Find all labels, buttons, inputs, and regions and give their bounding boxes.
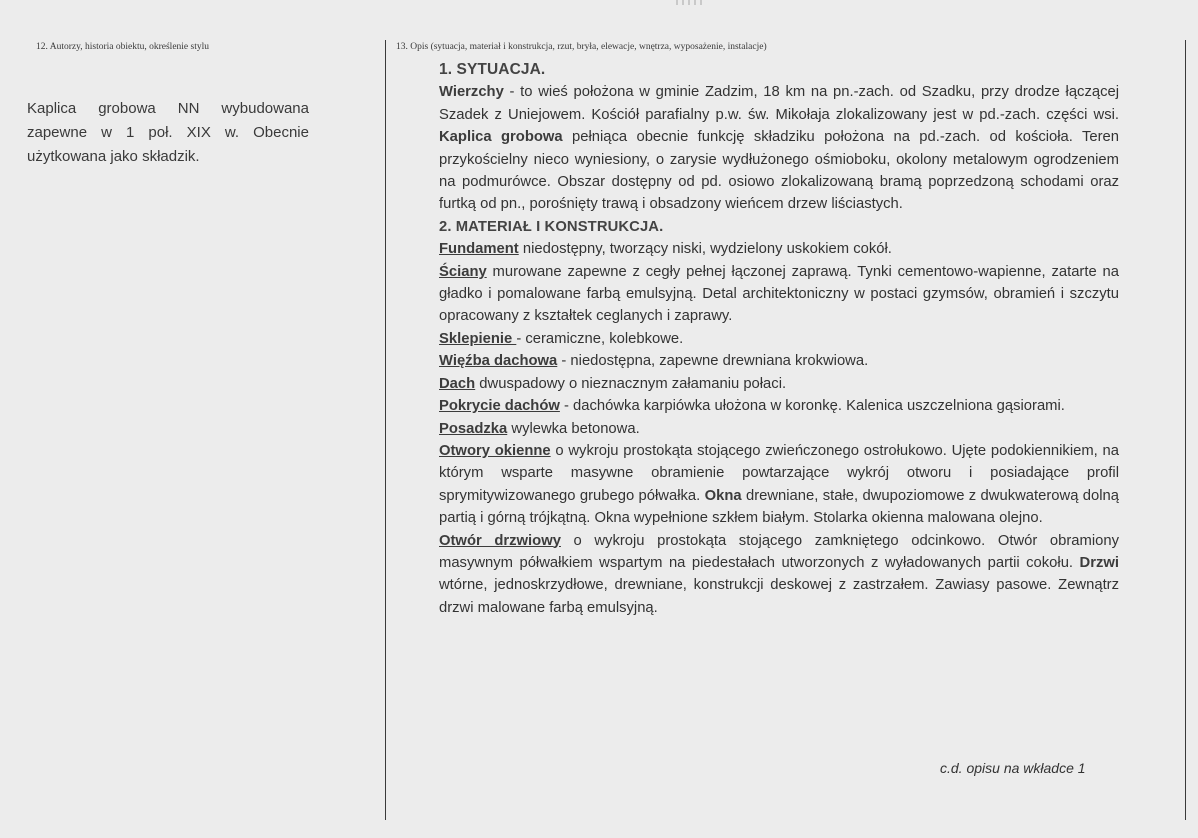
place-name: Wierzchy [439, 84, 504, 101]
item-wiezba: Więźba dachowa - niedostępna, zapewne drewniana krokwiowa. [439, 353, 869, 370]
authors-history-text: Kaplica grobowa NN wybudowana zapewne w 1 poł. XIX w. Obecnie użytkowana jako składzik. [27, 100, 309, 165]
continuation-note: c.d. opisu na wkładce 1 [940, 760, 1086, 776]
item-sklepienie: Sklepienie - ceramiczne, kolebkowe. [439, 330, 684, 347]
item-fundament: Fundament niedostępny, tworzący niski, wydzielony uskokiem cokół. [439, 241, 892, 258]
item-otwor-drzwiowy: Otwór drzwiowy o wykroju prostokąta stojącego zamkniętego odcinkowo. Otwór obramiony masywnym półwałkiem wspartym na piedestałach utworzonych z wyładowanych partii cokołu. Drzwi wtórne, jednoskrzydłowe, drewniane, konstrukcji deskowej z zastrzałem. Zawiasy pasowe. Zewnątrz drzwi malowane farbą emulsyjną. [439, 532, 1119, 616]
heading-sytuacja: 1. SYTUACJA. [439, 61, 546, 78]
item-dach: Dach dwuspadowy o nieznacznym załamaniu połaci. [439, 375, 787, 392]
section-13-header: 13. Opis (sytuacja, materiał i konstrukcja, rzut, bryła, elewacje, wnętrza, wyposażenie, instalacje) [396, 42, 767, 52]
column-divider [385, 40, 386, 820]
item-pokrycie: Pokrycie dachów - dachówka karpiówka ułożona w koronkę. Kalenica uszczelniona gąsiorami. [439, 398, 1065, 415]
item-sciany: Ściany murowane zapewne z cegły pełnej łączonej zaprawą. Tynki cementowo-wapienne, zatarte na gładko i pomalowane farbą emulsyjną. Detal architektoniczny w postaci gzymsów, obramień i szczytu opracowany z kształtek ceglanych i zaprawy. [439, 263, 1119, 325]
chapel-label: Kaplica grobowa [439, 129, 563, 146]
item-posadzka: Posadzka wylewka betonowa. [439, 420, 640, 437]
right-border [1185, 40, 1186, 820]
paragraph-sytuacja: Wierzchy - to wieś położona w gminie Zadzim, 18 km na pn.-zach. od Szadku, przy drodze łączącej Szadek z Uniejowem. Kościół parafialny p.w. św. Mikołaja zlokalizowany jest w pd.-zach. części wsi. Kaplica grobowa pełniąca obecnie funkcję składziku położona na pd.-zach. od kościoła. Teren przykościelny nieco wyniesiony, o zarysie wydłużonego ośmioboku, okolony metalowym ogrodzeniem na podmurówce. Obszar dostępny od pd. osiowo zlokalizowaną bramą poprzedzoną schodami oraz furtką od pn., porośnięty trawą i obsadzony wieńcem drzew liściastych. [439, 84, 1119, 213]
description-body [439, 59, 1119, 619]
scan-mark [676, 0, 706, 5]
item-otwory-okienne: Otwory okienne o wykroju prostokąta stojącego zwieńczonego ostrołukowo. Ujęte podokiennikiem, na którym wsparte masywne obramienie powtarzające wykrój otworu i posiadające profil sprymitywizowanego grubego półwałka. Okna drewniane, stałe, dwupoziomowe z dwukwaterową dolną partią i górną trójkątną. Okna wypełnione szkłem białym. Stolarka okienna malowana olejno. [439, 442, 1119, 527]
section-12-header: 12. Autorzy, historia obiektu, określenie stylu [36, 42, 209, 52]
heading-material: 2. MATERIAŁ I KONSTRUKCJA. [439, 218, 664, 235]
